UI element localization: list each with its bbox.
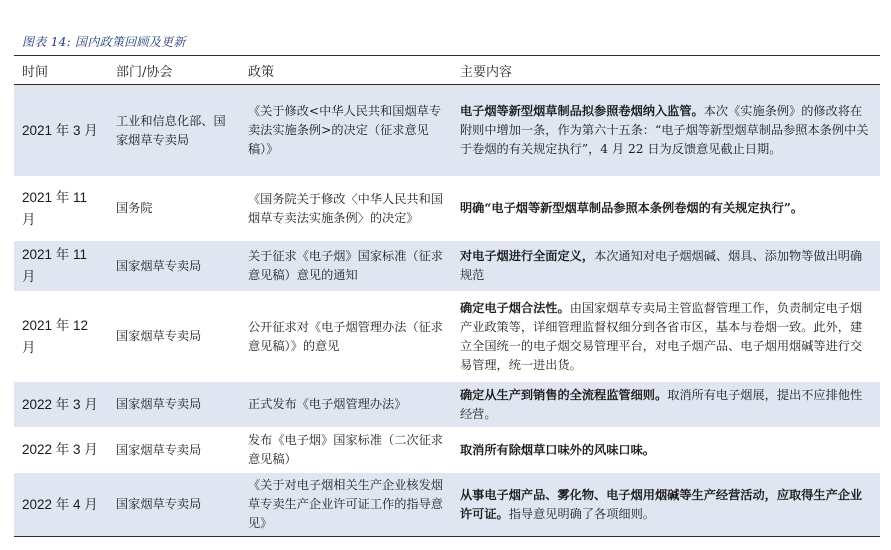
row-policy: 关于征求《电子烟》国家标准（征求意见稿）意见的通知 [240, 241, 452, 292]
row-content [452, 85, 880, 177]
row-time: 2022 年 3 月 [14, 382, 108, 428]
row-policy: 公开征求对《电子烟管理办法（征求意见稿）》的意见 [240, 292, 452, 382]
row-dept: 国家烟草专卖局 [108, 292, 240, 382]
row-dept: 国家烟草专卖局 [108, 241, 240, 292]
row-content-bold: 电子烟等新型烟草制品拟参照卷烟纳入监管。 [460, 104, 704, 118]
row-content-bold: 对电子烟进行全面定义， [460, 249, 595, 263]
row-content-bold: 取消所有除烟草口味外的风味口味。 [460, 442, 655, 457]
row-time: 2021 年 3 月 [14, 85, 108, 177]
table-row [14, 428, 880, 473]
row-policy: 《国务院关于修改〈中华人民共和国烟草专卖法实施条例〉的决定》 [240, 177, 452, 241]
row-content-rest: 本次通知对电子烟烟碱、烟具、添加物等做出明确规范 [460, 249, 863, 282]
header-time: 时间 [14, 56, 108, 85]
row-time: 2021 年 12 月 [14, 292, 108, 382]
row-content-bold: 确定电子烟合法性。 [460, 300, 570, 315]
figure-caption: 图表 14: 国内政策回顾及更新 [22, 35, 186, 49]
header-content: 主要内容 [452, 56, 880, 85]
row-dept: 国务院 [108, 177, 240, 241]
row-content [452, 177, 880, 241]
row-policy: 正式发布《电子烟管理办法》 [240, 382, 452, 428]
row-policy: 《关于修改<中华人民共和国烟草专卖法实施条例>的决定（征求意见稿）》 [240, 85, 452, 177]
policy-table [14, 55, 880, 537]
row-dept: 国家烟草专卖局 [108, 382, 240, 428]
row-content [452, 382, 880, 428]
row-content-rest: 本次《实施条例》的修改将在附则中增加一条，作为第六十五条：“电子烟等新型烟草制品参照本条例中关于卷烟的有关规定执行”，4 月 22 日为反馈意见截止日期。 [460, 104, 869, 156]
row-content [452, 241, 880, 292]
table-row [14, 473, 880, 537]
table-row [14, 85, 880, 177]
row-content-rest: 指导意见明确了各项细则。 [508, 506, 655, 521]
row-time: 2022 年 4 月 [14, 473, 108, 537]
row-policy: 《关于对电子烟相关生产企业核发烟草专卖生产企业许可证工作的指导意见》 [240, 473, 452, 537]
row-content-rest: 由国家烟草专卖局主管监督管理工作，负责制定电子烟产业政策等，详细管理监督权细分到各省市区，基本与卷烟一致。此外，建立全国统一的电子烟交易管理平台，对电子烟产品、电子烟用烟碱等进行交易管理，统一进出货。 [460, 300, 863, 372]
table-row [14, 241, 880, 292]
row-content-bold: 从事电子烟产品、雾化物、电子烟用烟碱等生产经营活动，应取得生产企业许可证。 [460, 487, 863, 521]
row-policy: 发布《电子烟》国家标准（二次征求意见稿） [240, 428, 452, 473]
row-dept: 国家烟草专卖局 [108, 428, 240, 473]
row-dept: 工业和信息化部、国家烟草专卖局 [108, 85, 240, 177]
table-header-row [14, 56, 880, 85]
row-content-bold: 确定从生产到销售的全流程监管细则。 [460, 387, 668, 402]
row-content [452, 292, 880, 382]
row-time: 2022 年 3 月 [14, 428, 108, 473]
table-row [14, 177, 880, 241]
header-policy: 政策 [240, 56, 452, 85]
row-time: 2021 年 11 月 [14, 177, 108, 241]
header-dept: 部门/协会 [108, 56, 240, 85]
row-content-rest: 取消所有电子烟展，提出不应排他性经营。 [460, 387, 863, 421]
row-time: 2021 年 11 月 [14, 241, 108, 292]
row-dept: 国家烟草专卖局 [108, 473, 240, 537]
table-row [14, 292, 880, 382]
row-content [452, 473, 880, 537]
table-row [14, 382, 880, 428]
row-content [452, 428, 880, 473]
row-content-bold: 明确“电子烟等新型烟草制品参照本条例卷烟的有关规定执行”。 [460, 201, 804, 215]
